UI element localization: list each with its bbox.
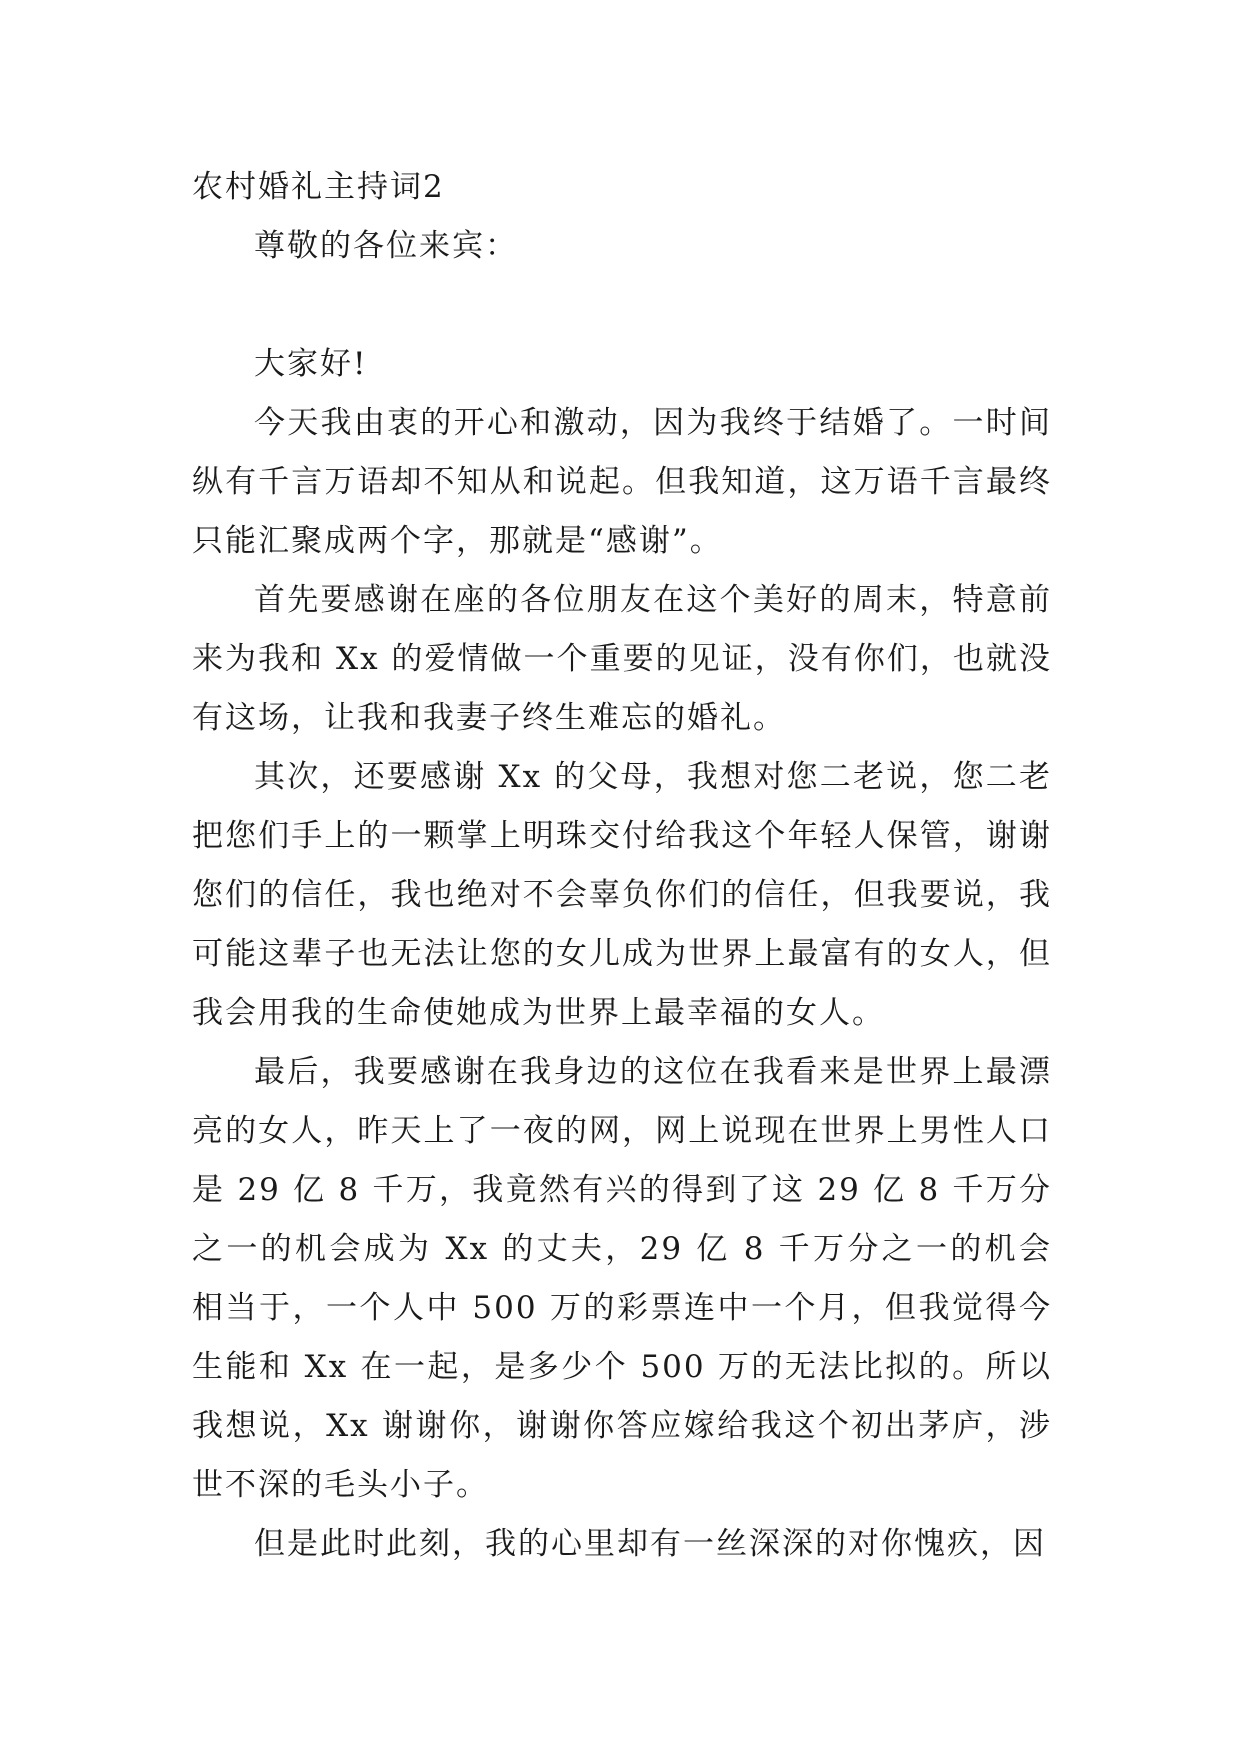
- paragraph-thanks-parents: 其次，还要感谢 Xx 的父母，我想对您二老说，您二老把您们手上的一颗掌上明珠交付给我这个年轻人保管，谢谢您们的信任，我也绝对不会辜负你们的信任，但我要说，我可能这辈子也无法让您的女儿成为世界上最富有的女人，但我会用我的生命使她成为世界上最幸福的女人。: [192, 759, 1052, 1031]
- paragraph-apology: 但是此时此刻，我的心里却有一丝深深的对你愧疚，因: [254, 1526, 1046, 1562]
- paragraph-thanks-friends: 首先要感谢在座的各位朋友在这个美好的周末，特意前来为我和 Xx 的爱情做一个重要的见证，没有你们，也就没有这场，让我和我妻子终生难忘的婚礼。: [192, 582, 1052, 736]
- blank-line: [192, 276, 1052, 335]
- salutation: 尊敬的各位来宾：: [254, 228, 518, 264]
- document-body: [192, 158, 1052, 1574]
- paragraph-thanks-wife: 最后，我要感谢在我身边的这位在我看来是世界上最漂亮的女人，昨天上了一夜的网，网上说现在世界上男性人口是 29 亿 8 千万，我竟然有兴的得到了这 29 亿 8 千万分之一的机会成为 Xx 的丈夫，29 亿 8 千万分之一的机会相当于，一个人中 500 万的彩票连中一个月，但我觉得今生能和 Xx 在一起，是多少个 500 万的无法比拟的。所以我想说，Xx 谢谢你，谢谢你答应嫁给我这个初出茅庐，涉世不深的毛头小子。: [192, 1054, 1052, 1503]
- document-title: 农村婚礼主持词2: [192, 169, 445, 205]
- greeting: 大家好!: [254, 346, 368, 382]
- paragraph-thanks-intro: 今天我由衷的开心和激动，因为我终于结婚了。一时间纵有千言万语却不知从和说起。但我知道，这万语千言最终只能汇聚成两个字，那就是“感谢”。: [192, 405, 1052, 559]
